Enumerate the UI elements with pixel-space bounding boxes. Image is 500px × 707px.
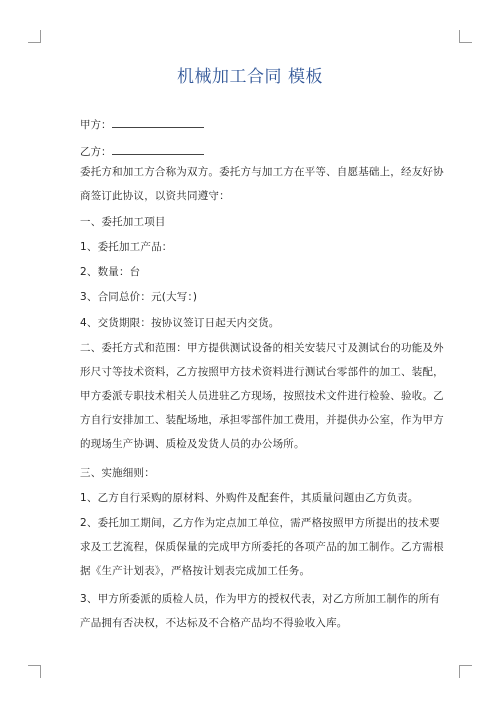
- party-b-blank: [112, 144, 204, 155]
- paragraph-section-3-heading: 三、实施细则：: [80, 467, 155, 479]
- paragraph-section-2: 二、委托方式和范围：甲方提供测试设备的相关安装尺寸及测试台的功能及外形尺寸等技术资料，乙方按照甲方技术资料进行测试台零部件的加工、装配，甲方委派专职技术相关人员进驻乙方现场，按照技术文件进行检验、验收。乙方自行安排加工、装配场地，承担零部件加工费用，并提供办公室，作为甲方的现场生产协调、质检及发货人员的办公场所。: [80, 342, 444, 450]
- paragraph-item-3: 3、合同总价：元(大写：): [80, 291, 198, 303]
- party-a-blank: [112, 117, 204, 128]
- party-a-label: 甲方：: [80, 119, 112, 131]
- paragraph-detail-3: 3、甲方所委派的质检人员，作为甲方的授权代表，对乙方所加工制作的所有产品拥有否决权，不达标及不合格产品均不得验收入库。: [80, 593, 440, 629]
- document-title: 机械加工合同 模板: [177, 67, 323, 87]
- paragraph-detail-1: 1、乙方自行采购的原材料、外购件及配套件，其质量问题由乙方负责。: [80, 492, 419, 504]
- party-b-label: 乙方：: [80, 146, 112, 158]
- paragraph-detail-2: 2、委托加工期间，乙方作为定点加工单位，需严格按照甲方所提出的技术要求及工艺流程，保质保量的完成甲方所委托的各项产品的加工制作。乙方需根据《生产计划表》，严格按计划表完成加工任务。: [80, 517, 444, 577]
- paragraph-item-1: 1、委托加工产品：: [80, 241, 173, 253]
- paragraph-preamble: 委托方和加工方合称为双方。委托方与加工方在平等、自愿基础上，经友好协商签订此协议，以资共同遵守：: [80, 166, 444, 202]
- page-corner-mark-bottom-left: [28, 665, 41, 678]
- page-corner-mark-top-right: [459, 30, 472, 43]
- paragraph-item-4: 4、交货期限：按协议签订日起天内交货。: [80, 317, 280, 329]
- page-corner-mark-bottom-right: [459, 665, 472, 678]
- paragraph-item-2: 2、数量：台: [80, 266, 141, 278]
- party-b-line: [80, 144, 204, 159]
- party-a-line: [80, 117, 204, 132]
- page-corner-mark-top-left: [28, 30, 41, 43]
- paragraph-section-1-heading: 一、委托加工项目: [80, 216, 166, 228]
